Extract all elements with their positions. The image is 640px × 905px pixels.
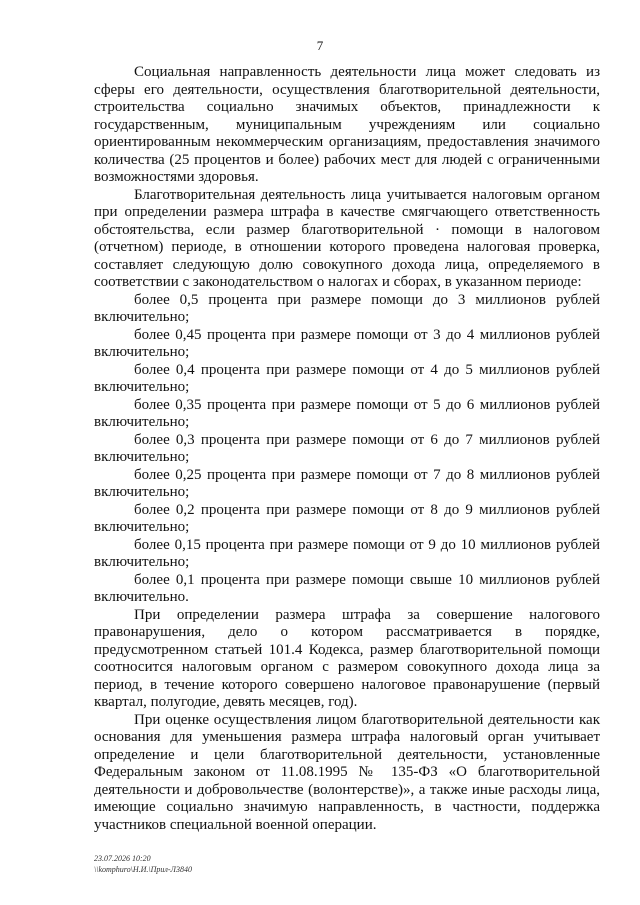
- footer-timestamp: 23.07.2026 10:20: [94, 854, 151, 863]
- list-item-threshold: более 0,25 процента при размере помощи от 7 до 8 миллионов рублей включительно;: [94, 466, 600, 500]
- page-number: 7: [316, 38, 324, 53]
- list-item-threshold: более 0,1 процента при размере помощи свыше 10 миллионов рублей включительно.: [94, 571, 600, 605]
- paragraph-social-orientation: Социальная направленность деятельности лица может следовать из сферы его деятельности, осуществления благотворительной деятельности, строительства социально значимых объектов, принадлежности к государственным, муниципальным учреждениям или социально ориентированным некоммерческим организациям, предоставления значимого количества (25 процентов и более) рабочих мест для людей с ограниченными возможностями здоровья.: [94, 64, 600, 185]
- paragraph-charity-assessment: При оценке осуществления лицом благотворительной деятельности как основания для уменьшения размера штрафа налоговый орган учитывает определение и цели благотворительной деятельности, установленные Федеральным законом от 11.08.1995 № 135-ФЗ «О благотворительной деятельности и добровольчестве (волонтерстве)», а также иные расходы лица, имеющие социально значимую направленность, в частности, поддержка участников специальной военной операции.: [94, 711, 600, 833]
- list-item-threshold: более 0,2 процента при размере помощи от 8 до 9 миллионов рублей включительно;: [94, 501, 600, 535]
- list-item-threshold: более 0,4 процента при размере помощи от 4 до 5 миллионов рублей включительно;: [94, 361, 600, 395]
- document-body: [94, 64, 600, 834]
- list-item-threshold: более 0,5 процента при размере помощи до 3 миллионов рублей включительно;: [94, 291, 600, 325]
- list-item-threshold: более 0,3 процента при размере помощи от 6 до 7 миллионов рублей включительно;: [94, 431, 600, 465]
- footer-file-path: \\komphuro\Н.И.\Прил-Л3840: [94, 865, 192, 874]
- list-item-threshold: более 0,15 процента при размере помощи от 9 до 10 миллионов рублей включительно;: [94, 536, 600, 570]
- list-item-threshold: более 0,45 процента при размере помощи от 3 до 4 миллионов рублей включительно;: [94, 326, 600, 360]
- paragraph-fine-determination: При определении размера штрафа за совершение налогового правонарушения, дело о котором рассматривается в порядке, предусмотренном статьей 101.4 Кодекса, размер благотворительной помощи соотносится налоговым органом с размером совокупного дохода лица за период, в течение которого совершено налоговое правонарушение (первый квартал, полугодие, девять месяцев, год).: [94, 606, 600, 710]
- list-item-threshold: более 0,35 процента при размере помощи от 5 до 6 миллионов рублей включительно;: [94, 396, 600, 430]
- paragraph-charity-mitigating: Благотворительная деятельность лица учитывается налоговым органом при определении размера штрафа в качестве смягчающего ответственность обстоятельства, если размер благотворительной · помощи в налоговом (отчетном) периоде, в отношении которого проведена налоговая проверка, составляет следующую долю совокупного дохода лица, определяемого в соответствии с законодательством о налогах и сборах, в указанном периоде:: [94, 186, 600, 290]
- document-footer: [94, 853, 192, 875]
